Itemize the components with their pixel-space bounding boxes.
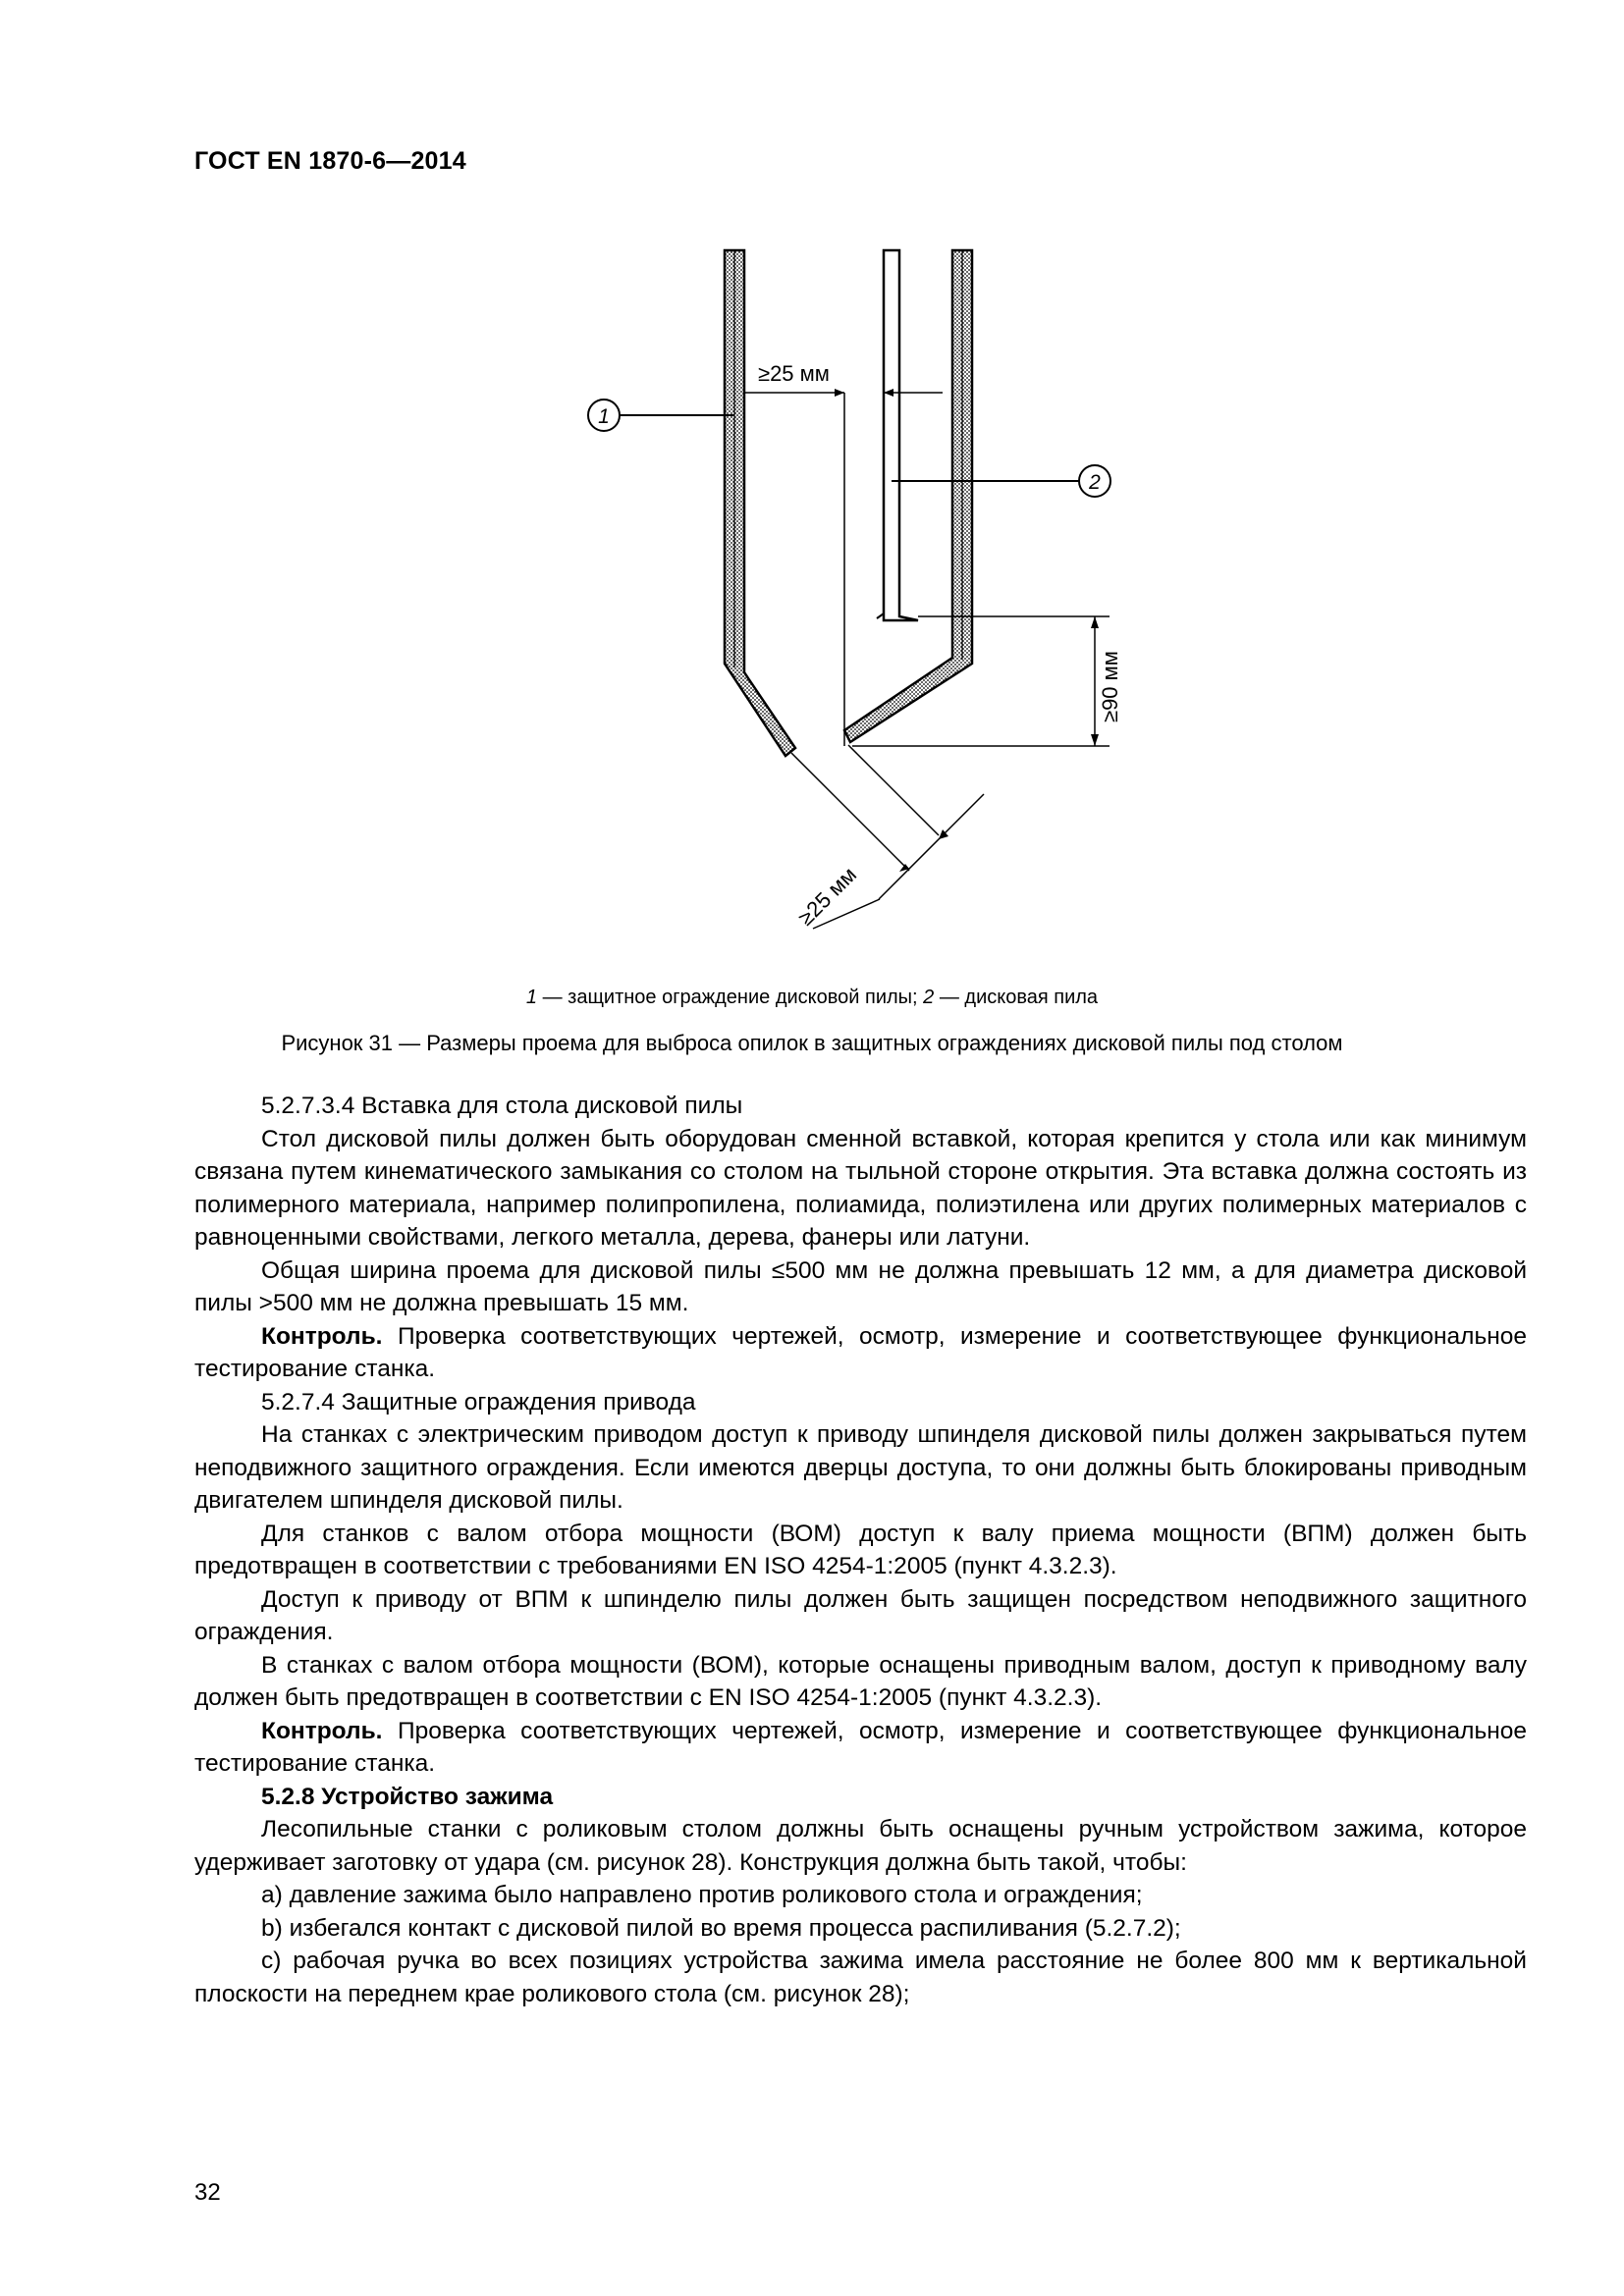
dim-gap-bottom: ≥25 мм <box>792 862 862 931</box>
paragraph: Стол дисковой пилы должен быть оборудован сменной вставкой, которая крепится у стола или как минимум связана путем кинематического замыкания со столом на тыльной стороне открытия. Эта вставка должна состоять из полимерного материала, например полипропилена, полиамида, полиэтилена или других полимерных материалов с равноценными свойствами, легкого металла, дерева, фанеры или латуни. <box>194 1125 1527 1251</box>
main-text <box>194 1090 1527 2010</box>
legend-1-number: 1 <box>525 987 538 1008</box>
paragraph: Общая ширина проема для дисковой пилы ≤500 мм не должна превышать 12 мм, а для диаметра дисковой пилы >500 мм не должна превышать 15 мм. <box>194 1256 1527 1316</box>
legend-1-text: — защитное ограждение дисковой пилы; <box>537 987 924 1008</box>
saw-blade <box>884 250 918 620</box>
paragraph: Для станков с валом отбора мощности (ВОМ) доступ к валу приема мощности (ВПМ) должен быть предотвращен в соответствии с требованиями EN ISO 4254-1:2005 (пункт 4.3.2.3). <box>194 1520 1527 1579</box>
legend-2-number: 2 <box>923 987 935 1008</box>
section-heading-5-2-7-3-4: 5.2.7.3.4 Вставка для стола дисковой пилы <box>261 1093 743 1119</box>
figure-legend <box>0 987 1624 1009</box>
dim-gap-top: ≥25 мм <box>758 361 830 386</box>
control-text: Проверка соответствующих чертежей, осмотр, измерение и соответствующее функциональное тестирование станка. <box>194 1322 1527 1382</box>
figure-31-drawing <box>550 236 1159 962</box>
control-label: Контроль. <box>261 1717 383 1744</box>
label-2-text: 2 <box>1089 471 1101 494</box>
control-text: Проверка соответствующих чертежей, осмотр, измерение и соответствующее функциональное тестирование станка. <box>194 1717 1527 1777</box>
document-header: ГОСТ EN 1870-6—2014 <box>194 147 466 175</box>
section-heading-5-2-8: 5.2.8 Устройство зажима <box>261 1783 554 1810</box>
page-number: 32 <box>194 2179 221 2206</box>
list-item: b) избегался контакт с дисковой пилой во время процесса распиливания (5.2.7.2); <box>261 1914 1181 1942</box>
list-item: a) давление зажима было направлено против роликового стола и ограждения; <box>261 1882 1143 1908</box>
paragraph-control <box>194 1320 1527 1386</box>
paragraph: Лесопильные станки с роликовым столом должны быть оснащены ручным устройством зажима, которое удерживает заготовку от удара (см. рисунок 28). Конструкция должна быть такой, чтобы: <box>194 1816 1527 1876</box>
figure-caption: Рисунок 31 — Размеры проема для выброса опилок в защитных ограждениях дисковой пилы под столом <box>281 1031 1343 1055</box>
paragraph: В станках с валом отбора мощности (ВОМ), которые оснащены приводным валом, доступ к приводному валу должен быть предотвращен в соответствии с EN ISO 4254-1:2005 (пункт 4.3.2.3). <box>194 1651 1527 1711</box>
list-item: c) рабочая ручка во всех позициях устройства зажима имела расстояние не более 800 мм к вертикальной плоскости на переднем крае роликового стола (см. рисунок 28); <box>194 1948 1527 2007</box>
paragraph: На станках с электрическим приводом доступ к приводу шпинделя дисковой пилы должен закрываться путем неподвижного защитного ограждения. Если имеются дверцы доступа, то они должны быть блокированы приводным двигателем шпинделя дисковой пилы. <box>194 1421 1527 1514</box>
paragraph: Доступ к приводу от ВПМ к шпинделю пилы должен быть защищен посредством неподвижного защитного ограждения. <box>194 1585 1527 1645</box>
control-label: Контроль. <box>261 1322 383 1350</box>
right-guard-wall <box>844 250 972 742</box>
saw-guard-diagram <box>550 236 1159 962</box>
paragraph-control <box>194 1715 1527 1781</box>
label-1-text: 1 <box>598 405 610 428</box>
legend-2-text: — дисковая пила <box>934 987 1099 1008</box>
dim-height: ≥90 мм <box>1098 651 1122 722</box>
left-guard-wall <box>725 250 795 756</box>
section-heading-5-2-7-4: 5.2.7.4 Защитные ограждения привода <box>261 1388 696 1415</box>
